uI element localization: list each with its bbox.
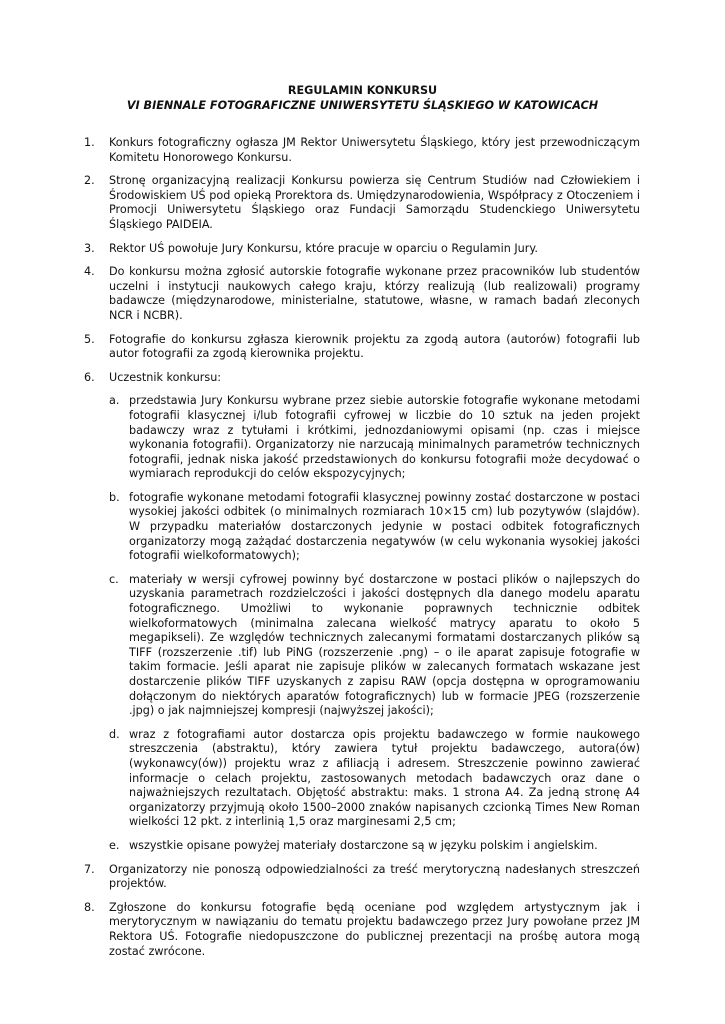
rule-number: 7. (84, 862, 95, 876)
rule-text: Stronę organizacyjną realizacji Konkursu powierza się Centrum Studiów nad Człowiekiem i Środowiskiem UŚ pod opieką Prorektora ds. Umiędzynarodowienia, Współpracy z Otoczeniem i Promocji Uniwersytetu Śląskiego oraz Fundacji Samorządu Studenckiego Uniwersytetu Śląskiego PAIDEIA. (109, 174, 640, 231)
rules-list (84, 136, 640, 968)
sub-item (109, 491, 640, 564)
sub-letter: e. (109, 838, 120, 852)
rule-text: Uczestnik konkursu: (109, 370, 222, 384)
sub-text: wszystkie opisane powyżej materiały dostarczone są w języku polskim i angielskim. (129, 838, 598, 852)
sub-item (109, 728, 640, 830)
rule-number: 8. (84, 900, 95, 914)
rule-text: Organizatorzy nie ponoszą odpowiedzialności za treść merytoryczną nadesłanych streszczeń projektów. (109, 862, 640, 891)
document-subtitle: VI BIENNALE FOTOGRAFICZNE UNIWERSYTETU ŚLĄSKIEGO W KATOWICACH (126, 99, 599, 112)
sub-letter: c. (109, 572, 119, 586)
rule-item (84, 863, 640, 892)
rule-item (84, 242, 640, 257)
sub-item (109, 394, 640, 482)
rule-item (84, 333, 640, 362)
document-title: REGULAMIN KONKURSU (287, 84, 438, 97)
sub-letter: b. (109, 490, 120, 504)
sub-letter: d. (109, 727, 120, 741)
rule-item (84, 136, 640, 165)
sub-text: fotografie wykonane metodami fotografii klasycznej powinny zostać dostarczone w postaci wysokiej jakości odbitek (o minimalnych rozmiarach 10×15 cm) lub pozytywów (slajdów). W przypadku materiałów dostarczonych jedynie w postaci odbitek fotograficznych organizatorzy mogą zażądać dostarczenia negatywów (w celu wykonania wysokiej jakości fotografii wielkoformatowych); (129, 490, 640, 563)
rule-item (84, 174, 640, 232)
rule-item (84, 901, 640, 959)
rule-number: 2. (84, 174, 95, 188)
rule-number: 5. (84, 332, 95, 346)
sub-text: wraz z fotografiami autor dostarcza opis projektu badawczego w formie naukowego streszczenia (abstraktu), który zawiera tytuł projektu badawczego, autora(ów) (wykonawcy(ów)) projektu wraz z afiliacją i adresem. Streszczenie powinno zawierać informacje o celach projektu, zastosowanych metodach badawczych oraz dane o najważniejszych rezultatach. Objętość abstraktu: maks. 1 strona A4. Za jedną stronę A4 organizatorzy przyjmują około 1500–2000 znaków napisanych czcionką Times New Roman wielkości 12 pkt. z interlinią 1,5 oraz marginesami 2,5 cm; (129, 727, 640, 829)
sub-item (109, 839, 640, 854)
rule-number: 6. (84, 370, 95, 384)
sub-text: materiały w wersji cyfrowej powinny być dostarczone w postaci plików o najlepszych do uzyskania parametrach rozdzielczości i jakości dostępnych dla danego modelu aparatu fotograficznego. Umożliwi to wykonanie poprawnych technicznie odbitek wielkoformatowych (minimalna zalecana wielkość matrycy aparatu to około 5 megapikseli). Ze względów technicznych zalecanymi formatami dostarczanych plików są TIFF (rozszerzenie .tif) lub PiNG (rozszerzenie .png) – o ile aparat zapisuje fotografie w takim formacie. Jeśli aparat nie zapisuje plików w zalecanych formatach wskazane jest dostarczenie plików TIFF uzyskanych z zapisu RAW (opcja dostępna w oprogramowaniu dołączonym do niektórych aparatów fotograficznych) lub w formacie JPEG (rozszerzenie .jpg) o jak najmniejszej kompresji (najwyższej jakości); (129, 572, 640, 718)
sub-item (109, 573, 640, 719)
rule-text: Fotografie do konkursu zgłasza kierownik projektu za zgodą autora (autorów) fotografii lub autor fotografii za zgodą kierownika projektu. (109, 332, 640, 361)
rule-item (84, 371, 640, 854)
sub-letter: a. (109, 394, 120, 408)
rule-text: Zgłoszone do konkursu fotografie będą oceniane pod względem artystycznym jak i merytorycznym w nawiązaniu do tematu projektu badawczego przez Jury powołane przez JM Rektora UŚ. Fotografie niedopuszczone do publicznej prezentacji na prośbę autora mogą zostać zwrócone. (109, 900, 640, 958)
rule-text: Do konkursu można zgłosić autorskie fotografie wykonane przez pracowników lub studentów uczelni i instytucji naukowych całego kraju, którzy realizują (lub realizowali) programy badawcze (międzynarodowe, ministerialne, statutowe, własne, w ramach badań zleconych NCR i NCBR). (109, 265, 640, 322)
participant-sublist (109, 394, 640, 853)
rule-number: 4. (84, 265, 95, 279)
rule-item (84, 265, 640, 323)
rule-number: 3. (84, 241, 95, 255)
rule-text: Konkurs fotograficzny ogłasza JM Rektor Uniwersytetu Śląskiego, który jest przewodniczącym Komitetu Honorowego Konkursu. (109, 136, 640, 164)
rule-text: Rektor UŚ powołuje Jury Konkursu, które pracuje w oparciu o Regulamin Jury. (109, 241, 538, 255)
sub-text: przedstawia Jury Konkursu wybrane przez siebie autorskie fotografie wykonane metodami fotografii klasycznej i/lub fotografii cyfrowej w liczbie do 10 sztuk na jeden projekt badawczy wraz z tytułami i krótkimi, jednozdaniowymi opisami (np. czas i miejsce wykonania fotografii). Organizatorzy nie narzucają minimalnych parametrów technicznych fotografii, jednak niska jakość przedstawionych do konkursu fotografii może decydować o wymiarach reprodukcji do celów ekspozycyjnych; (129, 394, 640, 481)
rule-number: 1. (84, 136, 95, 149)
